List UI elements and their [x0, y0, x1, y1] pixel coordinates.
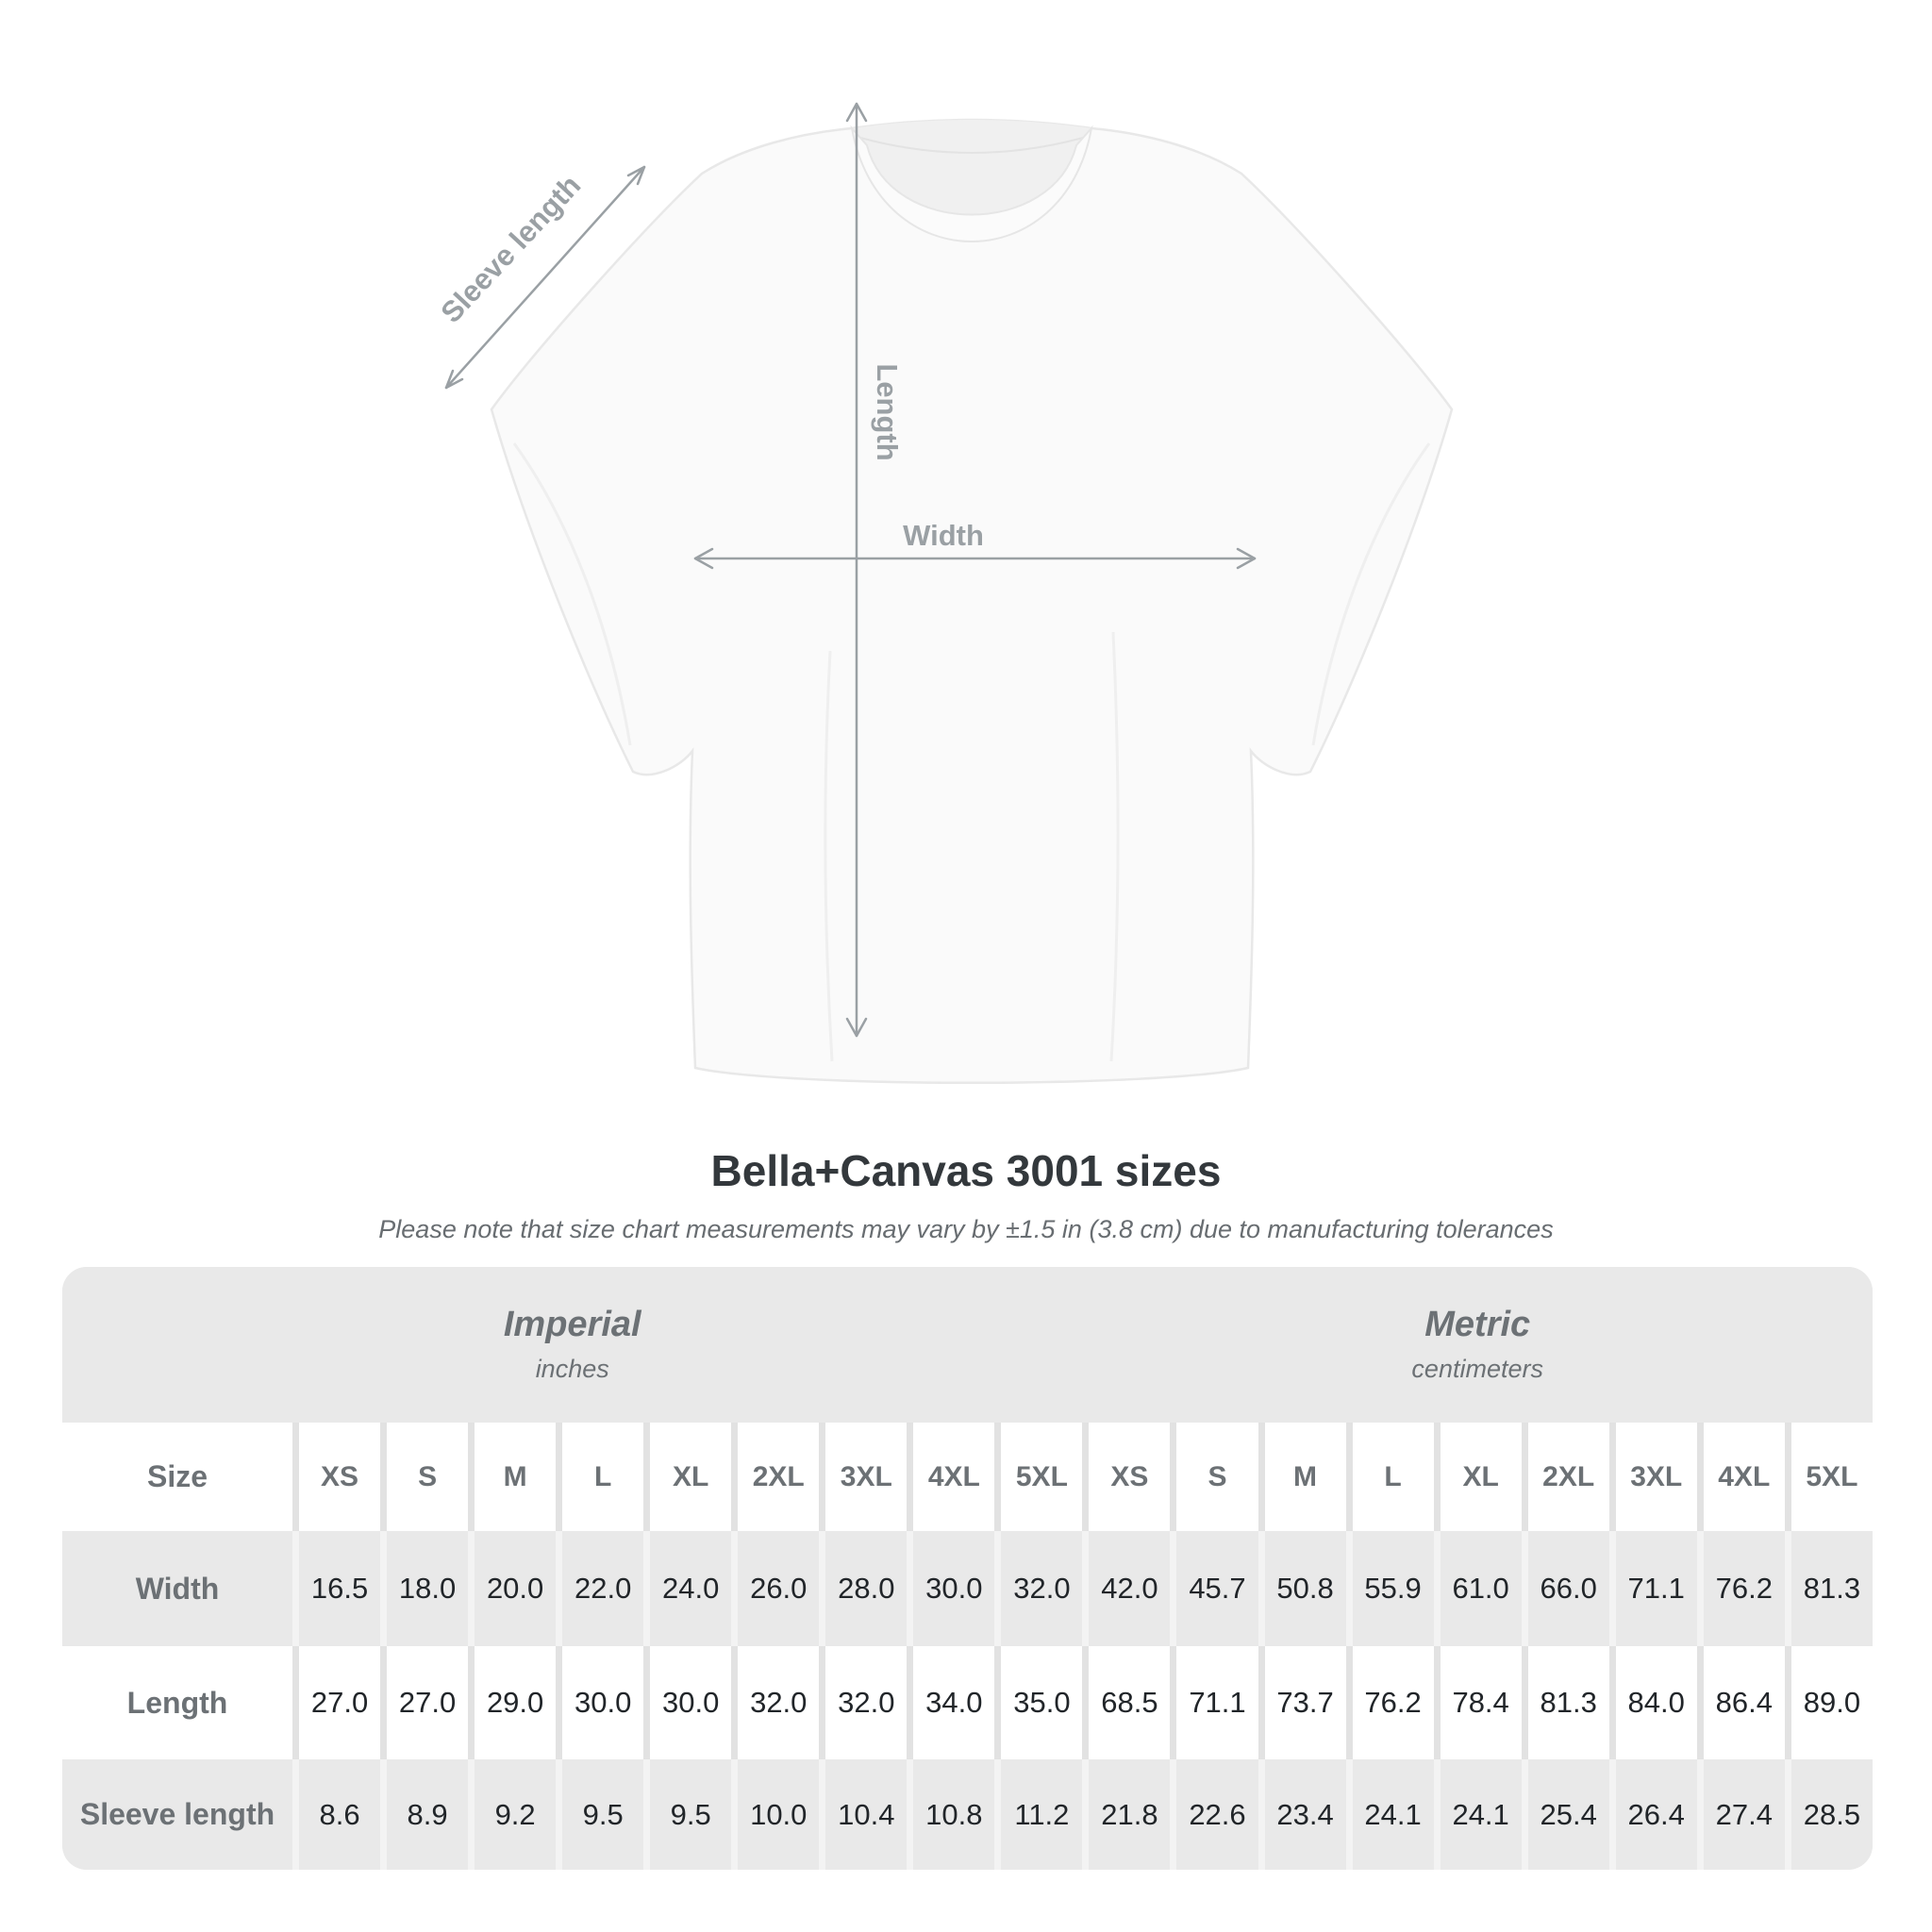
value-cell: 9.2 — [468, 1759, 556, 1870]
imperial-band — [62, 1267, 1082, 1423]
size-col-header: 5XL — [1785, 1423, 1873, 1531]
size-col-header: XL — [643, 1423, 731, 1531]
value-cell: 28.0 — [819, 1531, 907, 1646]
size-col-header: L — [1346, 1423, 1434, 1531]
value-cell: 66.0 — [1522, 1531, 1609, 1646]
metric-heading: Metric — [1424, 1305, 1531, 1345]
value-cell: 89.0 — [1785, 1646, 1873, 1759]
size-col-header: XS — [292, 1423, 380, 1531]
size-col-header: 4XL — [907, 1423, 994, 1531]
size-col-header: 3XL — [1609, 1423, 1697, 1531]
value-cell: 27.0 — [292, 1646, 380, 1759]
imperial-unit: inches — [535, 1354, 609, 1383]
value-cell: 34.0 — [907, 1646, 994, 1759]
value-cell: 23.4 — [1258, 1759, 1346, 1870]
row-label: Width — [62, 1531, 292, 1646]
size-header-row — [62, 1423, 1873, 1531]
size-col-header: XS — [1082, 1423, 1170, 1531]
value-cell: 73.7 — [1258, 1646, 1346, 1759]
value-cell: 50.8 — [1258, 1531, 1346, 1646]
value-cell: 45.7 — [1170, 1531, 1257, 1646]
row-label: Length — [62, 1646, 292, 1759]
size-col-header: 5XL — [994, 1423, 1082, 1531]
value-cell: 24.1 — [1346, 1759, 1434, 1870]
value-cell: 9.5 — [643, 1759, 731, 1870]
value-cell: 84.0 — [1609, 1646, 1697, 1759]
size-col-header: 4XL — [1697, 1423, 1785, 1531]
metric-unit: centimeters — [1411, 1354, 1543, 1383]
value-cell: 24.1 — [1434, 1759, 1522, 1870]
size-col-header: M — [468, 1423, 556, 1531]
value-cell: 86.4 — [1697, 1646, 1785, 1759]
value-cell: 55.9 — [1346, 1531, 1434, 1646]
value-cell: 27.4 — [1697, 1759, 1785, 1870]
value-cell: 21.8 — [1082, 1759, 1170, 1870]
length-row — [62, 1646, 1873, 1759]
value-cell: 30.0 — [643, 1646, 731, 1759]
unit-band-row — [62, 1267, 1873, 1423]
value-cell: 11.2 — [994, 1759, 1082, 1870]
size-col-header: S — [1170, 1423, 1257, 1531]
value-cell: 42.0 — [1082, 1531, 1170, 1646]
size-header-label: Size — [62, 1423, 292, 1531]
value-cell: 76.2 — [1346, 1646, 1434, 1759]
size-col-header: M — [1258, 1423, 1346, 1531]
value-cell: 10.4 — [819, 1759, 907, 1870]
value-cell: 8.9 — [380, 1759, 468, 1870]
value-cell: 26.0 — [731, 1531, 819, 1646]
value-cell: 81.3 — [1522, 1646, 1609, 1759]
size-col-header: 2XL — [1522, 1423, 1609, 1531]
sleeve-length-label: Sleeve length — [434, 168, 588, 329]
value-cell: 8.6 — [292, 1759, 380, 1870]
value-cell: 18.0 — [380, 1531, 468, 1646]
value-cell: 32.0 — [819, 1646, 907, 1759]
width-label: Width — [903, 519, 984, 552]
metric-band — [1082, 1267, 1873, 1423]
value-cell: 76.2 — [1697, 1531, 1785, 1646]
value-cell: 28.5 — [1785, 1759, 1873, 1870]
value-cell: 24.0 — [643, 1531, 731, 1646]
size-col-header: 3XL — [819, 1423, 907, 1531]
value-cell: 29.0 — [468, 1646, 556, 1759]
sleeve-length-row — [62, 1759, 1873, 1870]
page-title: Bella+Canvas 3001 sizes — [710, 1146, 1222, 1195]
value-cell: 71.1 — [1170, 1646, 1257, 1759]
value-cell: 16.5 — [292, 1531, 380, 1646]
value-cell: 30.0 — [907, 1531, 994, 1646]
value-cell: 27.0 — [380, 1646, 468, 1759]
size-table-container — [62, 1267, 1873, 1870]
value-cell: 68.5 — [1082, 1646, 1170, 1759]
value-cell: 30.0 — [556, 1646, 643, 1759]
value-cell: 10.0 — [731, 1759, 819, 1870]
value-cell: 22.0 — [556, 1531, 643, 1646]
width-row — [62, 1531, 1873, 1646]
value-cell: 32.0 — [994, 1531, 1082, 1646]
value-cell: 26.4 — [1609, 1759, 1697, 1870]
row-label: Sleeve length — [62, 1759, 292, 1870]
value-cell: 32.0 — [731, 1646, 819, 1759]
value-cell: 10.8 — [907, 1759, 994, 1870]
value-cell: 71.1 — [1609, 1531, 1697, 1646]
size-col-header: XL — [1434, 1423, 1522, 1531]
value-cell: 61.0 — [1434, 1531, 1522, 1646]
value-cell: 22.6 — [1170, 1759, 1257, 1870]
size-col-header: L — [556, 1423, 643, 1531]
length-label: Length — [871, 363, 904, 461]
size-table — [62, 1267, 1873, 1870]
size-col-header: S — [380, 1423, 468, 1531]
value-cell: 35.0 — [994, 1646, 1082, 1759]
value-cell: 25.4 — [1522, 1759, 1609, 1870]
tolerance-note: Please note that size chart measurements may vary by ±1.5 in (3.8 cm) due to manufacturing tolerances — [378, 1215, 1554, 1243]
value-cell: 78.4 — [1434, 1646, 1522, 1759]
size-col-header: 2XL — [731, 1423, 819, 1531]
value-cell: 81.3 — [1785, 1531, 1873, 1646]
value-cell: 9.5 — [556, 1759, 643, 1870]
tshirt-illustration — [491, 120, 1452, 1083]
value-cell: 20.0 — [468, 1531, 556, 1646]
imperial-heading: Imperial — [503, 1305, 641, 1345]
